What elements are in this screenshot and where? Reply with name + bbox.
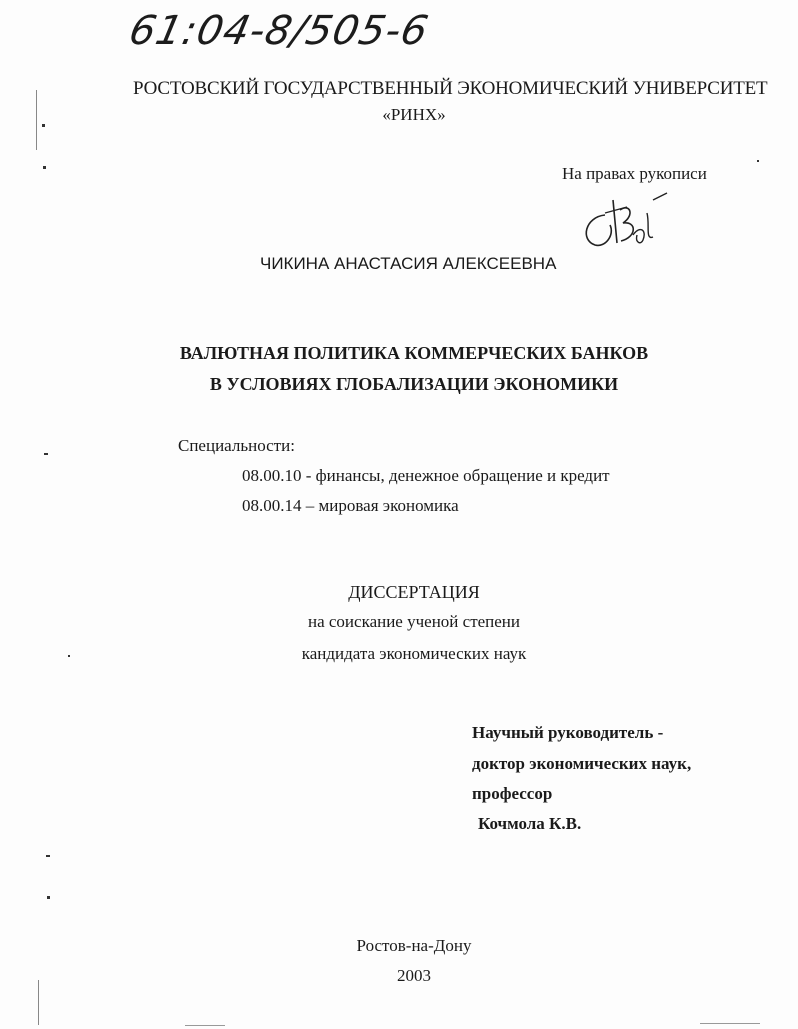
work-type: ДИССЕРТАЦИЯ bbox=[348, 582, 480, 602]
dissertation-title-line-2: В УСЛОВИЯХ ГЛОБАЛИЗАЦИИ ЭКОНОМИКИ bbox=[209, 374, 619, 394]
scan-dot bbox=[46, 855, 50, 857]
scan-edge-line bbox=[38, 980, 39, 1025]
supervisor-label: Научный руководитель - bbox=[472, 723, 664, 742]
scan-edge-line bbox=[185, 1025, 225, 1026]
degree-line-2: кандидата экономических наук bbox=[301, 644, 527, 663]
signature bbox=[575, 185, 675, 260]
university-short-name: «РИНХ» bbox=[382, 105, 446, 124]
scan-dot bbox=[757, 160, 759, 162]
city: Ростов-на-Дону bbox=[356, 936, 472, 955]
scan-dot bbox=[43, 166, 46, 169]
specialty-item: 08.00.14 – мировая экономика bbox=[242, 496, 459, 515]
degree-line-1: на соискание ученой степени bbox=[307, 612, 521, 631]
supervisor-name: Кочмола К.В. bbox=[478, 814, 582, 833]
specialties-label: Специальности: bbox=[178, 436, 295, 455]
rights-note: На правах рукописи bbox=[562, 164, 707, 183]
supervisor-title: профессор bbox=[472, 784, 553, 803]
scan-edge-line bbox=[700, 1023, 760, 1024]
dissertation-title-line-1: ВАЛЮТНАЯ ПОЛИТИКА КОММЕРЧЕСКИХ БАНКОВ bbox=[179, 343, 649, 363]
scan-dot bbox=[44, 453, 48, 455]
scan-dot bbox=[47, 896, 50, 899]
supervisor-degree: доктор экономических наук, bbox=[472, 754, 692, 773]
year: 2003 bbox=[397, 966, 431, 985]
university-name: РОСТОВСКИЙ ГОСУДАРСТВЕННЫЙ ЭКОНОМИЧЕСКИЙ УНИВЕРСИТЕТ bbox=[133, 78, 768, 99]
archive-code: 61:04-8/505-6 bbox=[125, 8, 433, 54]
specialty-item: 08.00.10 - финансы, денежное обращение и кредит bbox=[242, 466, 610, 485]
author-name: ЧИКИНА АНАСТАСИЯ АЛЕКСЕЕВНА bbox=[260, 254, 557, 273]
